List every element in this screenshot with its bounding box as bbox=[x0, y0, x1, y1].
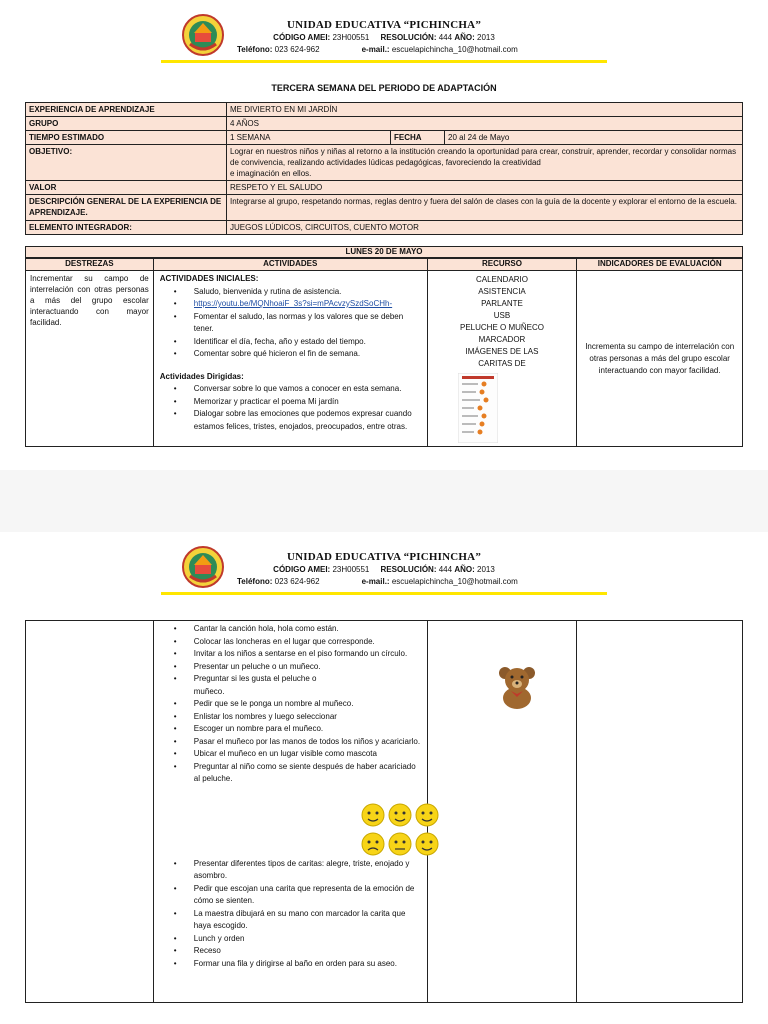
info-label: ELEMENTO INTEGRADOR: bbox=[26, 221, 227, 235]
video-link[interactable]: • https://youtu.be/MQNhoaiF_3s?si=mPAcvzySzdSoCHh- bbox=[193, 299, 393, 308]
list-item: • Enlistar los nombres y luego seleccionar bbox=[160, 711, 421, 724]
indicator-cell-empty bbox=[577, 621, 743, 1003]
objetivo-text-2: e imaginación en ellos. bbox=[230, 169, 312, 178]
info-value: RESPETO Y EL SALUDO bbox=[227, 181, 743, 195]
list-item: • Memorizar y practicar el poema Mi jardín bbox=[160, 396, 421, 409]
info-label: VALOR bbox=[26, 181, 227, 195]
list-item: • Preguntar si les gusta el peluche o muñeco. bbox=[160, 673, 421, 698]
list-item: • Identificar el día, fecha, año y estado del tiempo. bbox=[160, 336, 421, 349]
teddy-bear-icon bbox=[494, 664, 540, 710]
info-row bbox=[26, 145, 743, 181]
resource-item: CALENDARIO bbox=[475, 275, 528, 284]
list-item: • Preguntar al niño como se siente después de haber acariciado al peluche. bbox=[160, 761, 421, 786]
letterhead bbox=[0, 0, 768, 64]
list-item: • Dialogar sobre las emociones que podemos expresar cuando estamos felices, tristes, enojados, preocupados, entre otras. bbox=[160, 408, 421, 433]
plan-table-continued bbox=[25, 620, 743, 1003]
school-name: UNIDAD EDUCATIVA “PICHINCHA” bbox=[286, 551, 482, 563]
info-value bbox=[227, 145, 743, 181]
list-item: • Pasar el muñeco por las manos de todos los niños y acariciarlo. bbox=[160, 736, 421, 749]
info-label: FECHA bbox=[391, 131, 445, 145]
list-item: • Lunch y orden bbox=[160, 933, 421, 946]
day-heading: LUNES 20 DE MAYO bbox=[25, 246, 743, 258]
col-indicadores: INDICADORES DE EVALUACIÓN bbox=[577, 259, 743, 271]
info-row bbox=[26, 181, 743, 195]
list-item: • Invitar a los niños a sentarse en el piso formando un círculo. bbox=[160, 648, 421, 661]
plan-row bbox=[26, 271, 743, 447]
resource-item: IMÁGENES DE LAS bbox=[465, 347, 539, 356]
info-value: 20 al 24 de Mayo bbox=[445, 131, 743, 145]
col-destrezas: DESTREZAS bbox=[26, 259, 154, 271]
indicator-text: Incrementa su campo de interrelación con otras personas a más del grupo escolar interactuando con mayor facilidad. bbox=[577, 271, 743, 447]
activities-cell bbox=[153, 271, 427, 447]
emotion-faces-icon bbox=[360, 802, 440, 858]
plan-table bbox=[25, 258, 743, 447]
info-row bbox=[26, 195, 743, 221]
list-item: • Formar una fila y dirigirse al baño en orden para su aseo. bbox=[160, 958, 421, 971]
plan-header-row bbox=[26, 259, 743, 271]
contact-line: Teléfono: 023 624-962 e-mail.: escuelapichincha_10@hotmail.com bbox=[237, 45, 518, 54]
objetivo-text: Lograr en nuestros niños y niñas al retorno a la institución creando la oportunidad para crear, construir, aprender, recordar y consolidar normas de convivencia, realizando actividades lúdicas pedagógicas, favoreciendo la creatividad bbox=[230, 147, 737, 167]
resource-item: PARLANTE bbox=[481, 299, 523, 308]
list-item: • Ubicar el muñeco en un lugar visible como mascota bbox=[160, 748, 421, 761]
header-divider bbox=[161, 60, 607, 63]
col-recurso: RECURSO bbox=[427, 259, 577, 271]
list-item bbox=[160, 298, 421, 311]
info-value: 1 SEMANA bbox=[227, 131, 391, 145]
resource-item: USB bbox=[493, 311, 511, 320]
letterhead bbox=[0, 532, 768, 596]
info-label: TIEMPO ESTIMADO bbox=[26, 131, 227, 145]
header-divider bbox=[161, 592, 607, 595]
document-title: TERCERA SEMANA DEL PERIODO DE ADAPTACIÓN bbox=[271, 83, 497, 93]
activities-initial-heading: ACTIVIDADES INICIALES: bbox=[159, 274, 259, 283]
list-item: • Cantar la canción hola, hola como están. bbox=[160, 623, 421, 636]
resource-item: CARITAS DE bbox=[478, 359, 526, 368]
list-item: • Comentar sobre qué hicieron el fin de semana. bbox=[160, 348, 421, 361]
page-2 bbox=[0, 532, 768, 1024]
list-item: • La maestra dibujará en su mano con marcador la carita que haya escogido. bbox=[160, 908, 421, 933]
info-row bbox=[26, 131, 743, 145]
activities-directed-heading: Actividades Dirigidas: bbox=[159, 371, 244, 381]
list-item: • Colocar las loncheras en el lugar que corresponde. bbox=[160, 636, 421, 649]
list-item: • Receso bbox=[160, 945, 421, 958]
info-label: OBJETIVO: bbox=[26, 145, 227, 181]
list-item: • Pedir que se le ponga un nombre al muñeco. bbox=[160, 698, 421, 711]
info-label: DESCRIPCIÓN GENERAL DE LA EXPERIENCIA DE APRENDIZAJE. bbox=[26, 195, 227, 221]
destreza-cell-empty bbox=[26, 621, 154, 1003]
info-value: Integrarse al grupo, respetando normas, reglas dentro y fuera del salón de clases con la guía de la docente y explorar el entorno de la escuela. bbox=[227, 195, 743, 221]
code-line: CÓDIGO AMEI: 23H00551 RESOLUCIÓN: 444 AÑO: 2013 bbox=[273, 565, 495, 574]
plan-row bbox=[26, 621, 743, 1003]
info-value: ME DIVIERTO EN MI JARDÍN bbox=[227, 103, 743, 117]
resource-item: MARCADOR bbox=[478, 335, 526, 344]
info-row bbox=[26, 103, 743, 117]
info-row bbox=[26, 221, 743, 235]
col-actividades: ACTIVIDADES bbox=[153, 259, 427, 271]
list-item: • Presentar diferentes tipos de caritas: alegre, triste, enojado y asombro. bbox=[160, 858, 421, 883]
info-value: 4 AÑOS bbox=[227, 117, 743, 131]
contact-line: Teléfono: 023 624-962 e-mail.: escuelapichincha_10@hotmail.com bbox=[237, 577, 518, 586]
list-item: • Conversar sobre lo que vamos a conocer en esta semana. bbox=[160, 383, 421, 396]
page-gap bbox=[0, 470, 768, 532]
info-row bbox=[26, 117, 743, 131]
list-item: • Presentar un peluche o un muñeco. bbox=[160, 661, 421, 674]
info-table bbox=[25, 102, 743, 235]
list-item: • Escoger un nombre para el muñeco. bbox=[160, 723, 421, 736]
code-line: CÓDIGO AMEI: 23H00551 RESOLUCIÓN: 444 AÑO: 2013 bbox=[273, 33, 495, 42]
info-value: JUEGOS LÚDICOS, CIRCUITOS, CUENTO MOTOR bbox=[227, 221, 743, 235]
resource-item: ASISTENCIA bbox=[478, 287, 526, 296]
activities-cell bbox=[153, 621, 427, 1003]
list-item: • Saludo, bienvenida y rutina de asistencia. bbox=[160, 286, 421, 299]
destreza-text: Incrementar su campo de interrelación con otras personas a más del grupo escolar interactuando con mayor facilidad. bbox=[26, 271, 154, 447]
list-item: • Pedir que escojan una carita que representa de la emoción de cómo se sienten. bbox=[160, 883, 421, 908]
resources-cell bbox=[427, 271, 577, 447]
info-label: GRUPO bbox=[26, 117, 227, 131]
emotion-chart-thumbnail-icon bbox=[458, 373, 498, 443]
page-1 bbox=[0, 0, 768, 470]
info-label: EXPERIENCIA DE APRENDIZAJE bbox=[26, 103, 227, 117]
list-item: • Fomentar el saludo, las normas y los valores que se deben tener. bbox=[160, 311, 421, 336]
school-name: UNIDAD EDUCATIVA “PICHINCHA” bbox=[286, 19, 482, 31]
resource-item: PELUCHE O MUÑECO bbox=[459, 323, 544, 332]
